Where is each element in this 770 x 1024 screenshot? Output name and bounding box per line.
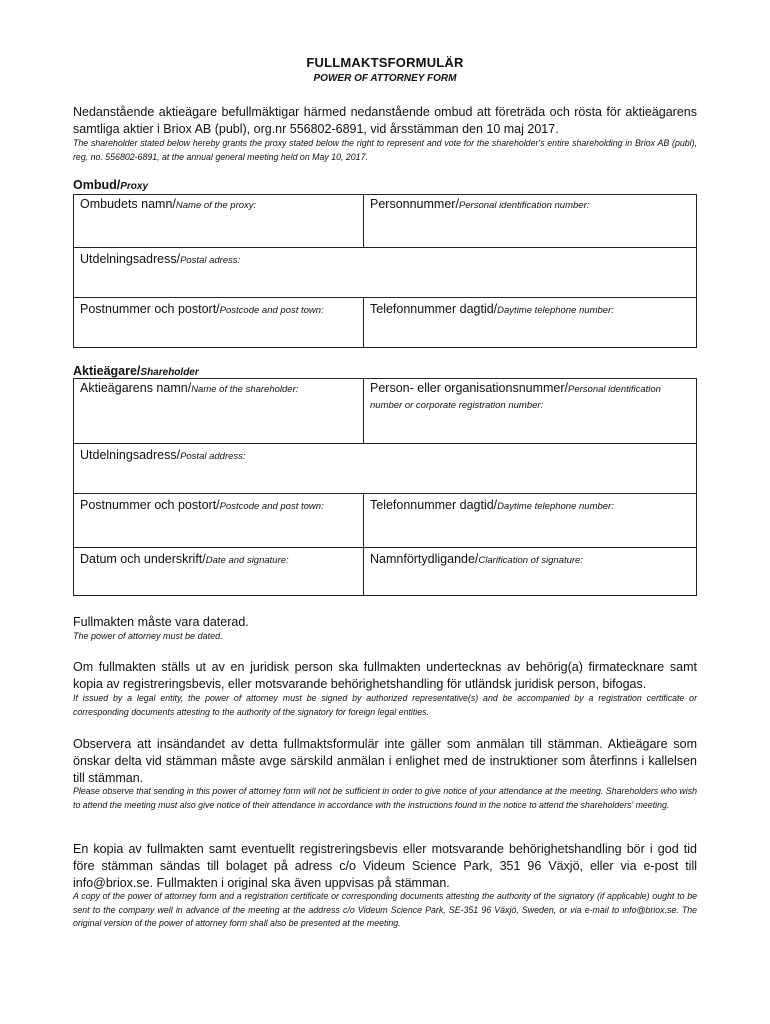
shareholder-address-label-en: Postal address xyxy=(180,451,243,462)
shareholder-pid-label: Person- eller organisationsnummer/ xyxy=(370,381,569,395)
proxy-heading-en: Proxy xyxy=(120,181,149,192)
form-subtitle: POWER OF ATTORNEY FORM xyxy=(313,73,457,84)
dated-note-en: The power of attorney must be dated. xyxy=(73,631,223,641)
shareholder-phone-field[interactable]: Telefonnummer dagtid/Daytime telephone number: xyxy=(364,494,697,548)
intro-swedish: Nedanstående aktieägare befullmäktigar härmed nedanstående ombud att företräda och rösta för aktieägarens samtliga aktier i Briox AB (publ), org.nr 556802-6891, vid årsstämman den 10 maj 2017. xyxy=(73,105,697,136)
shareholder-date-field[interactable]: Datum och underskrift/Date and signature: xyxy=(74,548,364,596)
shareholder-phone-label-en: Daytime telephone number xyxy=(497,501,612,512)
observe-sv: Observera att insändandet av detta fullmaktsformulär inte gäller som anmälan till stämman. Aktieägare som önskar delta vid stämman måste avge särskild anmälan i enlighet med de instruktioner som återfinns i kallelsen till stämman. xyxy=(73,737,697,785)
shareholder-pid-label-en: Personal identification number or corporate registration number xyxy=(370,384,661,411)
proxy-postcode-field[interactable]: Postnummer och postort/Postcode and post town: xyxy=(74,298,364,348)
proxy-phone-label: Telefonnummer dagtid/ xyxy=(370,302,498,316)
shareholder-heading-sv: Aktieägare/ xyxy=(73,364,141,378)
proxy-name-label-en: Name of the proxy xyxy=(175,200,254,211)
proxy-name-label: Ombudets namn/ xyxy=(80,197,176,211)
shareholder-clarification-label: Namnförtydligande/ xyxy=(370,552,479,566)
proxy-address-field[interactable]: Utdelningsadress/Postal adress: xyxy=(74,248,697,298)
shareholder-postcode-label-en: Postcode and post town xyxy=(219,501,322,512)
shareholder-address-field[interactable]: Utdelningsadress/Postal address: xyxy=(74,444,697,494)
copy-sv: En kopia av fullmakten samt eventuellt registreringsbevis eller motsvarande behörighetshandling bör i god tid före stämman sändas till bolaget på adress c/o Videum Science Park, 351 96 Växjö, eller via e-post till info@briox.se. Fullmakten i original ska även uppvisas på stämman. xyxy=(73,842,697,890)
proxy-pid-label: Personnummer/ xyxy=(370,197,459,211)
intro-english: The shareholder stated below hereby grants the proxy stated below the right to represent and vote for the shareholder's entire shareholding in Briox AB (publ), reg. no. 556802-6891, at the annual general meeting held on May 10, 2017. xyxy=(73,138,697,162)
shareholder-name-field[interactable]: Aktieägarens namn/Name of the shareholder: xyxy=(74,379,364,444)
shareholder-heading-en: Shareholder xyxy=(140,367,199,378)
shareholder-address-label: Utdelningsadress/ xyxy=(80,448,181,462)
proxy-table xyxy=(73,194,697,348)
shareholder-phone-label: Telefonnummer dagtid/ xyxy=(370,498,498,512)
proxy-address-label: Utdelningsadress/ xyxy=(80,252,181,266)
shareholder-date-label: Datum och underskrift/ xyxy=(80,552,206,566)
proxy-phone-field[interactable]: Telefonnummer dagtid/Daytime telephone number: xyxy=(364,298,697,348)
proxy-pid-label-en: Personal identification number xyxy=(458,200,587,211)
copy-en: A copy of the power of attorney form and a registration certificate or corresponding documents attesting the authority of the signatory (if applicable) ought to be sent to the company well in advance of the meeting at the address c/o Videum Science Park, SE-351 96 Växjö, Sweden, or via e-mail to info@briox.se. The original version of the power of attorney form shall also be presented at the meeting. xyxy=(73,891,697,928)
shareholder-pid-field[interactable]: Person- eller organisationsnummer/Personal identification number or corporate registration number: xyxy=(364,379,697,444)
shareholder-postcode-field[interactable]: Postnummer och postort/Postcode and post town: xyxy=(74,494,364,548)
legal-entity-en: If issued by a legal entity, the power of attorney must be signed by authorized representative(s) and be accompanied by a registration certificate or corresponding documents attesting to the authority of the signatory for foreign legal entities. xyxy=(73,693,697,717)
shareholder-clarification-field[interactable]: Namnförtydligande/Clarification of signature: xyxy=(364,548,697,596)
proxy-address-label-en: Postal adress xyxy=(180,255,238,266)
proxy-heading-sv: Ombud/ xyxy=(73,178,121,192)
proxy-postcode-label: Postnummer och postort/ xyxy=(80,302,220,316)
shareholder-name-label: Aktieägarens namn/ xyxy=(80,381,192,395)
form-title: FULLMAKTSFORMULÄR xyxy=(306,55,464,70)
proxy-postcode-label-en: Postcode and post town xyxy=(219,305,322,316)
proxy-name-field[interactable]: Ombudets namn/Name of the proxy: xyxy=(74,195,364,248)
proxy-pid-field[interactable]: Personnummer/Personal identification number: xyxy=(364,195,697,248)
legal-entity-sv: Om fullmakten ställs ut av en juridisk person ska fullmakten undertecknas av behörig(a) firmatecknare samt kopia av registreringsbevis, eller motsvarande behörighetshandling för utländsk juridisk person, bifogas. xyxy=(73,660,697,691)
dated-note-sv: Fullmakten måste vara daterad. xyxy=(73,615,249,629)
shareholder-table xyxy=(73,378,697,596)
shareholder-name-label-en: Name of the shareholder xyxy=(191,384,296,395)
observe-en: Please observe that sending in this power of attorney form will not be sufficient in order to give notice of your attendance at the meeting. Shareholders who wish to attend the meeting must also give notice of their attendance in accordance with the instructions found in the notice to attend the shareholders' meeting. xyxy=(73,786,697,810)
proxy-heading xyxy=(73,178,148,192)
shareholder-date-label-en: Date and signature xyxy=(205,555,287,566)
shareholder-clarification-label-en: Clarification of signature xyxy=(478,555,581,566)
proxy-phone-label-en: Daytime telephone number xyxy=(497,305,612,316)
shareholder-heading xyxy=(73,364,199,378)
shareholder-postcode-label: Postnummer och postort/ xyxy=(80,498,220,512)
